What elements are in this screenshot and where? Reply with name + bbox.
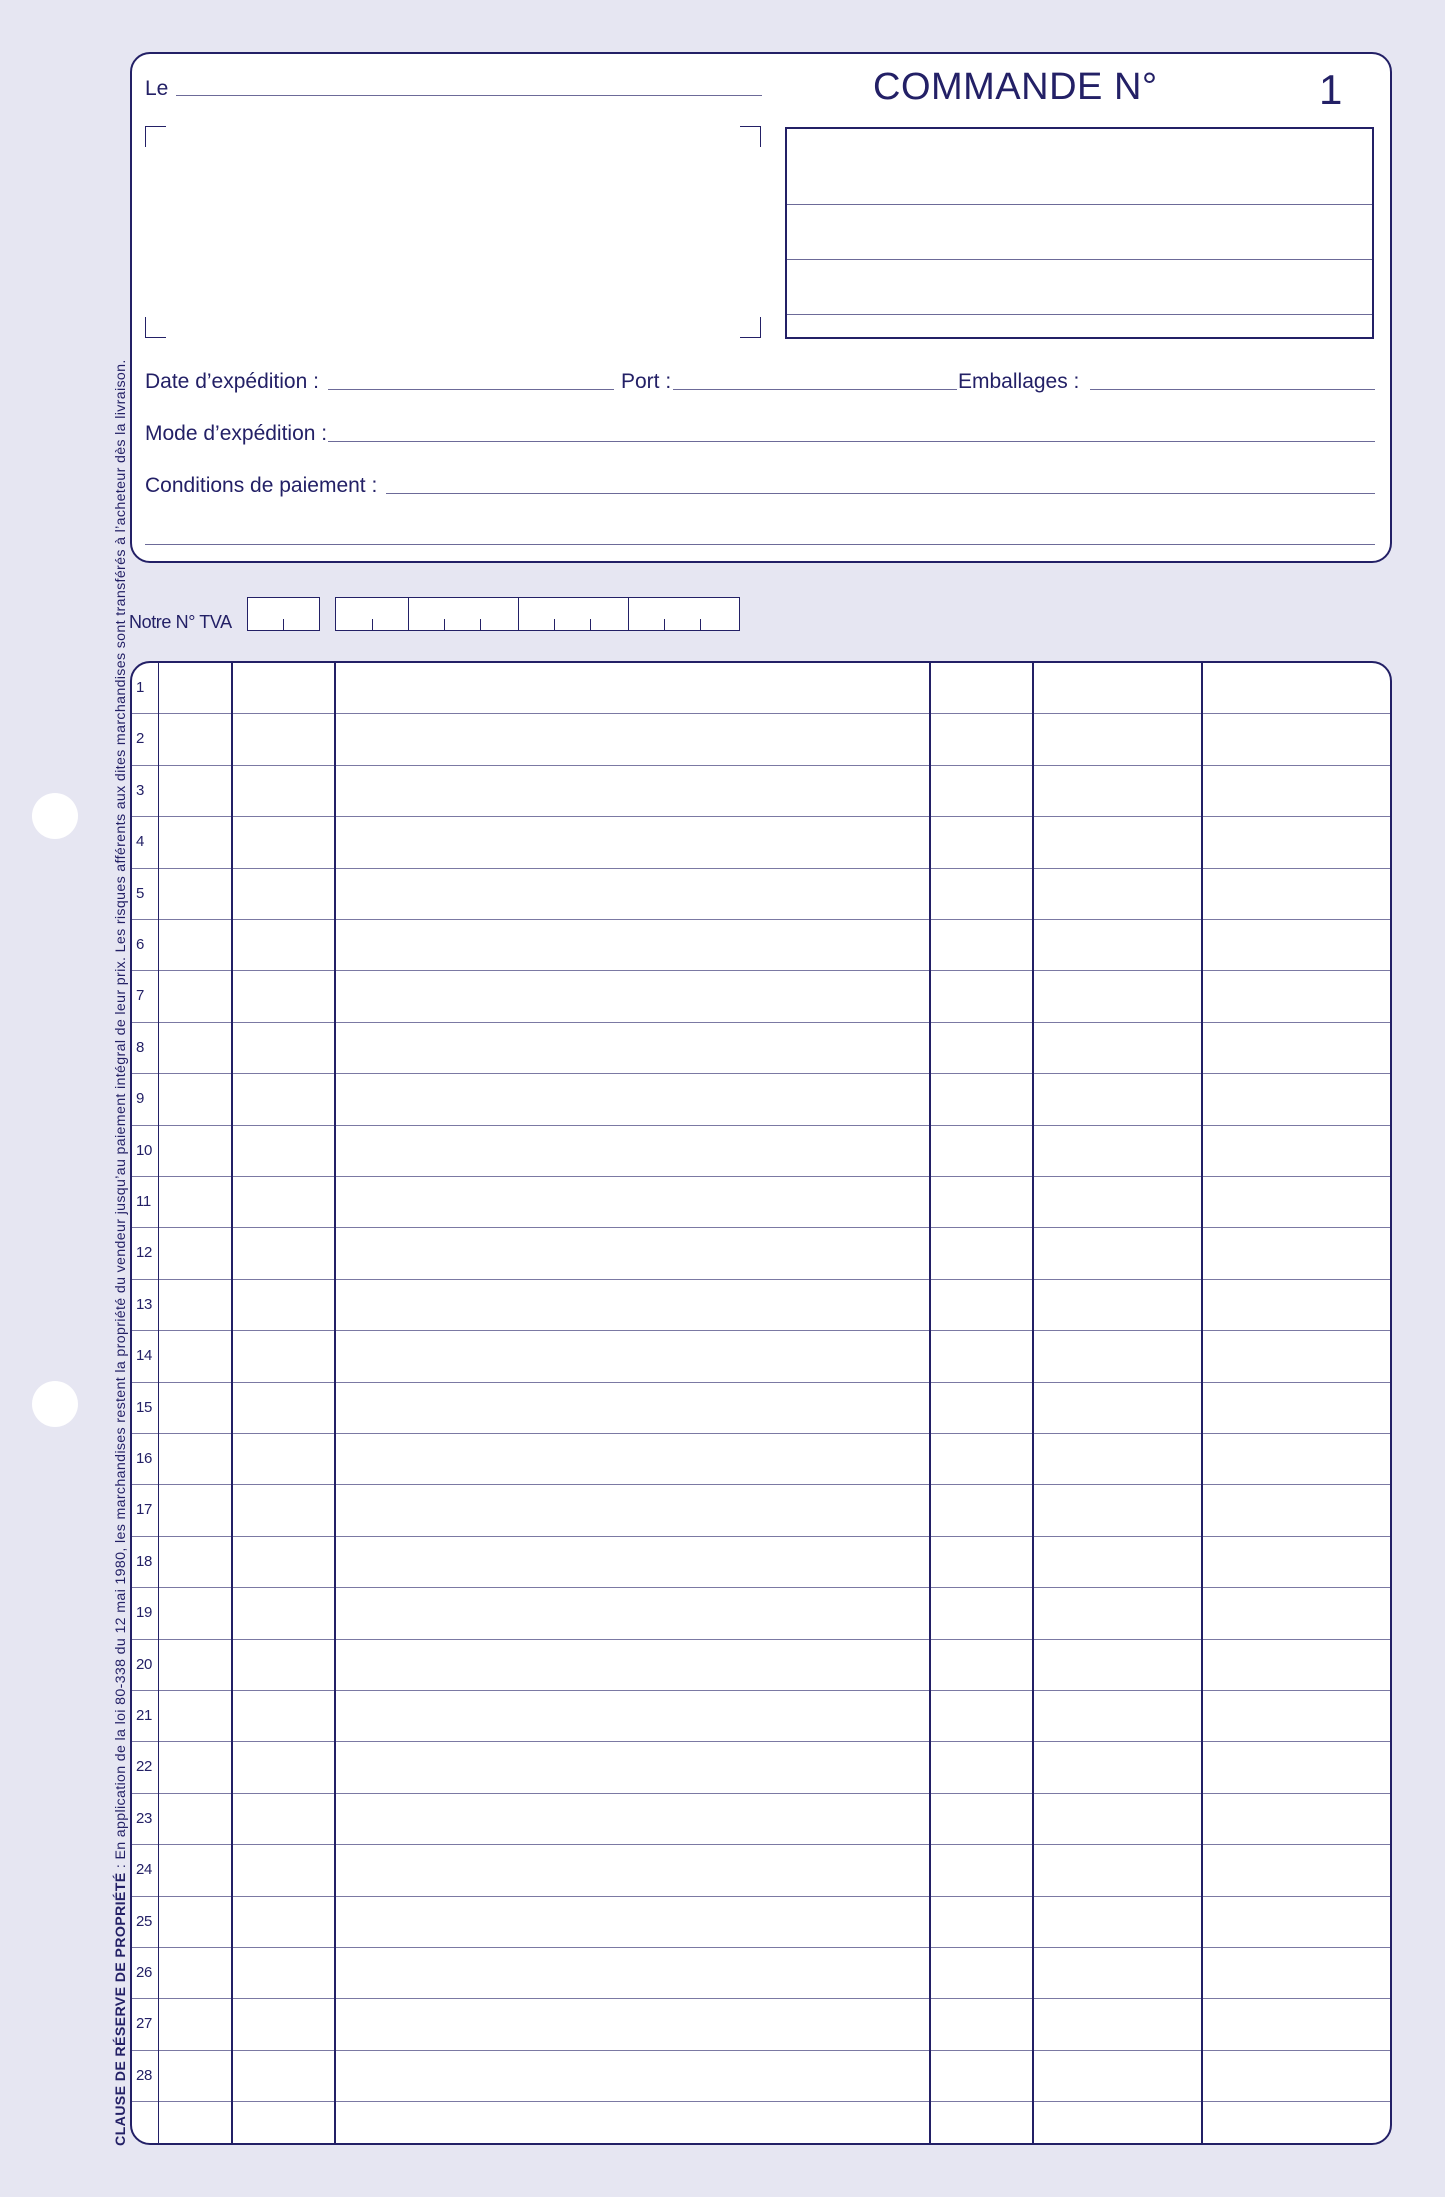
row-number: 13 xyxy=(136,1295,153,1313)
row-number: 4 xyxy=(136,833,145,851)
shipping-mode-label: Mode d’expédition : xyxy=(145,422,328,445)
row-number: 14 xyxy=(136,1347,153,1365)
order-number: 1 xyxy=(1319,66,1343,113)
row-number: 27 xyxy=(136,2015,153,2033)
packaging-field[interactable] xyxy=(1090,389,1375,390)
window-corner-bottom-right xyxy=(740,317,761,338)
payment-conditions-label: Conditions de paiement : xyxy=(145,474,378,497)
clause-text: : En application de la loi 80-338 du 12 mai 1980, les marchandises restent la propriété du vendeur jusqu’au paiement intégral de leur prix. Les risques afférents aux dites marchandises sont transférés à l’acheteur dès la livraison. xyxy=(113,359,129,1873)
address-line-1 xyxy=(787,204,1372,205)
row-number: 23 xyxy=(136,1809,153,1827)
vat-digit-tick xyxy=(664,619,665,630)
row-number: 19 xyxy=(136,1604,153,1622)
binder-hole-bottom xyxy=(32,1381,78,1427)
vat-digit-tick xyxy=(372,619,373,630)
row-number: 17 xyxy=(136,1501,153,1519)
payment-conditions-field[interactable] xyxy=(386,493,1375,494)
vat-country-code-box[interactable] xyxy=(247,597,320,631)
row-number: 10 xyxy=(136,1141,153,1159)
vat-number-label: Notre N° TVA xyxy=(129,612,232,632)
address-line-2 xyxy=(787,259,1372,260)
row-number: 1 xyxy=(136,679,145,696)
row-number: 5 xyxy=(136,884,145,902)
vat-digit-tick xyxy=(480,619,481,630)
row-number: 28 xyxy=(136,2066,153,2084)
row-number: 11 xyxy=(136,1193,151,1210)
row-number: 7 xyxy=(136,987,145,1005)
shipping-date-label: Date d’expédition : xyxy=(145,370,319,393)
packaging-label: Emballages : xyxy=(958,370,1080,393)
port-label: Port : xyxy=(621,370,672,393)
row-number: 20 xyxy=(136,1655,153,1673)
row-number: 9 xyxy=(136,1090,145,1108)
price-column-divider xyxy=(1201,663,1203,2143)
order-lines-table xyxy=(130,661,1392,2145)
vat-digit-tick xyxy=(554,619,555,630)
row-number: 15 xyxy=(136,1398,153,1416)
vat-digit-tick xyxy=(444,619,445,630)
vat-digit-tick xyxy=(700,619,701,630)
window-corner-bottom-left xyxy=(145,317,166,338)
row-number: 18 xyxy=(136,1552,153,1570)
row-number: 2 xyxy=(136,730,145,748)
order-title: COMMANDE N° xyxy=(873,66,1158,108)
vat-number-box[interactable] xyxy=(335,597,740,631)
vat-group-tick xyxy=(408,597,409,630)
row-number: 24 xyxy=(136,1861,153,1879)
unit-column-divider xyxy=(1032,663,1034,2143)
shipping-date-field[interactable] xyxy=(328,389,614,390)
row-number: 6 xyxy=(136,936,145,953)
vat-digit-tick xyxy=(283,619,284,630)
supplier-address-box[interactable] xyxy=(785,127,1374,339)
window-corner-top-right xyxy=(740,126,761,147)
row-number: 22 xyxy=(136,1758,153,1776)
vat-group-tick xyxy=(518,597,519,630)
row-number: 3 xyxy=(136,781,145,799)
row-number: 12 xyxy=(136,1244,153,1262)
date-le-label: Le xyxy=(145,77,169,100)
order-header-box xyxy=(130,52,1392,563)
reference-column-divider xyxy=(231,663,233,2143)
address-line-3 xyxy=(787,314,1372,315)
vat-digit-tick xyxy=(590,619,591,630)
row-number: 21 xyxy=(136,1707,153,1724)
line-number-column-divider xyxy=(158,663,159,2143)
port-field[interactable] xyxy=(673,389,957,390)
row-number: 25 xyxy=(136,1912,153,1930)
row-number: 26 xyxy=(136,1964,153,1981)
date-le-field[interactable] xyxy=(176,95,762,96)
row-number: 8 xyxy=(136,1038,145,1056)
payment-conditions-extra-line[interactable] xyxy=(145,544,1375,545)
property-reservation-clause xyxy=(113,66,129,2146)
clause-title: CLAUSE DE RÉSERVE DE PROPRIÉTÉ xyxy=(113,1872,129,2146)
shipping-mode-field[interactable] xyxy=(328,441,1375,442)
designation-column-divider xyxy=(929,663,931,2143)
window-corner-top-left xyxy=(145,126,166,147)
quantity-column-divider xyxy=(334,663,336,2143)
binder-hole-top xyxy=(32,793,78,839)
row-number: 16 xyxy=(136,1450,153,1467)
vat-group-tick xyxy=(628,597,629,630)
